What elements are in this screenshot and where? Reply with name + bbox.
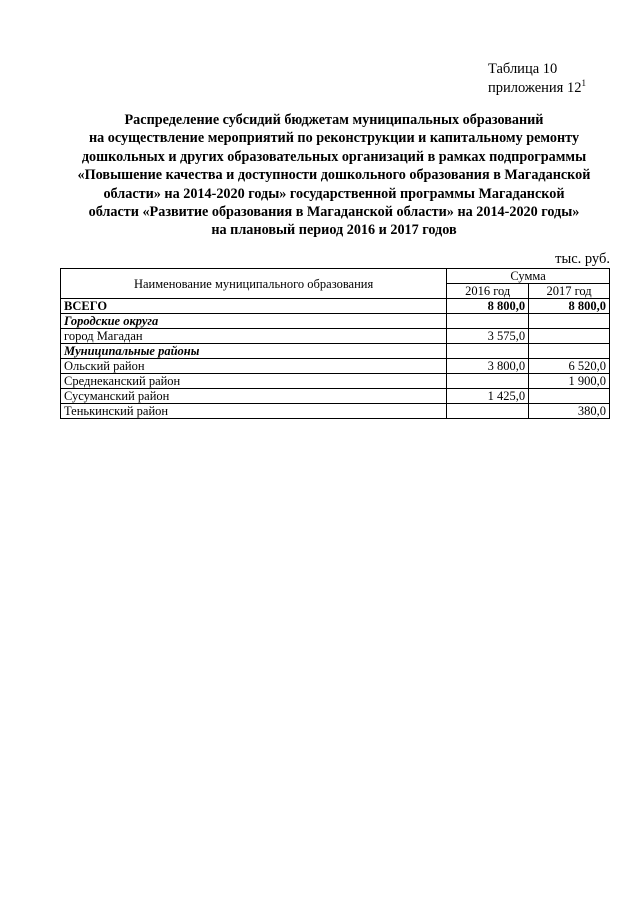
municipality-name-cell: Муниципальные районы [61,344,447,359]
table-header-row [61,269,610,284]
amount-2017-cell [529,344,610,359]
column-header-name: Наименование муниципального образования [61,269,447,299]
title-line: «Повышение качества и доступности дошкольного образования в Магаданской [77,167,591,184]
title-line: области «Развитие образования в Магаданской области» на 2014-2020 годы» [88,204,580,221]
table-number: Таблица 10 [488,61,558,77]
table-row [61,344,610,359]
column-header-2017: 2017 год [529,284,610,299]
title-line: на плановый период 2016 и 2017 годов [211,222,457,239]
municipality-name-cell: Городские округа [61,314,447,329]
amount-2017-cell [529,314,610,329]
amount-2017-cell: 6 520,0 [529,359,610,374]
amount-2016-cell [447,374,529,389]
title-line: на осуществление мероприятий по реконструкции и капитальному ремонту [88,130,580,147]
municipality-name-cell: Ольский район [61,359,447,374]
municipality-name-cell: Сусуманский район [61,389,447,404]
title-line: области» на 2014-2020 годы» государственной программы Магаданской [103,185,565,202]
title-line: дошкольных и других образовательных организаций в рамках подпрограммы [81,148,587,165]
table-row [61,404,610,419]
municipality-name-cell: ВСЕГО [61,299,447,314]
appendix-label: приложения 12 [488,80,582,96]
amount-2016-cell: 8 800,0 [447,299,529,314]
title-line: Распределение субсидий бюджетам муниципальных образований [124,112,544,128]
table-row [61,314,610,329]
amount-2017-cell [529,389,610,404]
subsidy-table [60,268,610,419]
appendix-reference [488,79,586,98]
document-title [60,111,608,240]
amount-2016-cell [447,404,529,419]
units-label: тыс. руб. [555,251,610,267]
table-row [61,374,610,389]
appendix-superscript: 1 [581,78,586,88]
amount-2016-cell: 3 575,0 [447,329,529,344]
amount-2016-cell [447,344,529,359]
amount-2016-cell [447,314,529,329]
amount-2017-cell: 380,0 [529,404,610,419]
municipality-name-cell: Тенькинский район [61,404,447,419]
table-row [61,329,610,344]
table-row [61,359,610,374]
municipality-name-cell: город Магадан [61,329,447,344]
table-reference [488,60,586,98]
table-body [61,299,610,419]
table-row [61,389,610,404]
column-header-sum: Сумма [447,269,610,284]
amount-2017-cell [529,329,610,344]
amount-2017-cell: 8 800,0 [529,299,610,314]
column-header-2016: 2016 год [447,284,529,299]
table-row [61,299,610,314]
amount-2016-cell: 1 425,0 [447,389,529,404]
amount-2016-cell: 3 800,0 [447,359,529,374]
amount-2017-cell: 1 900,0 [529,374,610,389]
municipality-name-cell: Среднеканский район [61,374,447,389]
